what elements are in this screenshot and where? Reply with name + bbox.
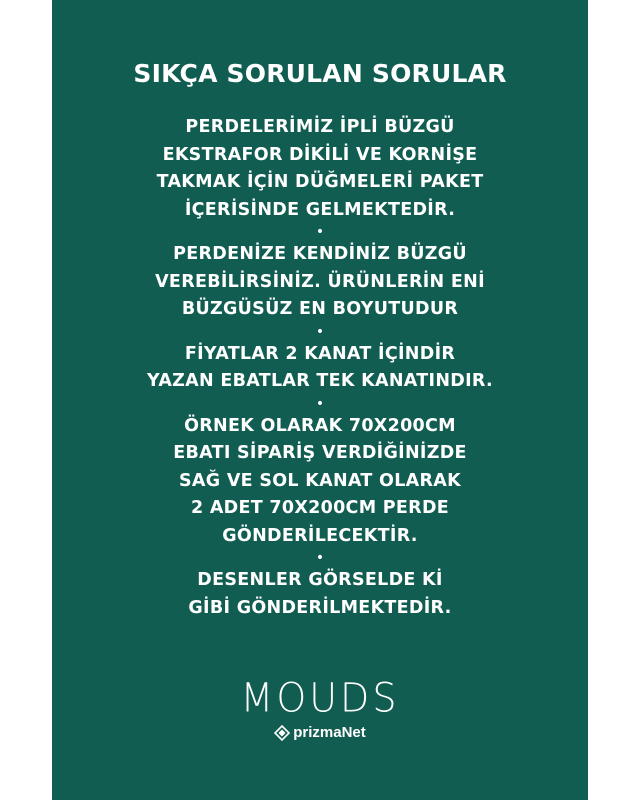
faq-line: ÖRNEK OLARAK 70X200CM — [184, 415, 456, 436]
faq-item-4 — [52, 413, 588, 551]
faq-line: VEREBİLİRSİNİZ. ÜRÜNLERİN ENİ — [155, 271, 485, 292]
faq-item-2 — [52, 241, 588, 324]
faq-line: SAĞ VE SOL KANAT OLARAK — [179, 470, 461, 491]
faq-line: PERDENİZE KENDİNİZ BÜZGÜ — [173, 244, 467, 264]
faq-panel — [52, 0, 588, 800]
faq-line: DESENLER GÖRSELDE Kİ — [197, 570, 443, 590]
faq-line: YAZAN EBATLAR TEK KANATINDIR. — [147, 371, 493, 391]
faq-line: TAKMAK İÇİN DÜĞMELERİ PAKET — [156, 172, 484, 192]
faq-line: EKSTRAFOR DİKİLİ VE KORNİŞE — [162, 144, 478, 165]
faq-line: GİBİ GÖNDERİLMEKTEDİR. — [188, 597, 452, 618]
bullet-separator: • — [315, 550, 325, 566]
faq-item-3 — [52, 341, 588, 396]
faq-item-5 — [52, 567, 588, 622]
faq-line: FİYATLAR 2 KANAT İÇİNDİR — [184, 343, 456, 364]
page-title: SIKÇA SORULAN SORULAR — [133, 59, 507, 88]
faq-line: GÖNDERİLECEKTİR. — [222, 525, 418, 546]
faq-line: PERDELERİMİZ İPLİ BÜZGÜ — [185, 117, 455, 137]
bullet-separator: • — [315, 224, 325, 240]
faq-line: BÜZGÜSÜZ EN BOYUTUDUR — [181, 299, 459, 319]
faq-line: EBATI SİPARİŞ VERDİĞİNİZDE — [173, 443, 467, 463]
faq-item-1 — [52, 114, 588, 224]
brand-logo — [52, 676, 588, 745]
faq-list — [52, 114, 588, 622]
prizmanet-brand — [274, 724, 366, 742]
faq-line: İÇERİSİNDE GELMEKTEDİR. — [184, 199, 456, 220]
bullet-separator: • — [315, 323, 325, 340]
faq-line: 2 ADET 70X200CM PERDE — [190, 498, 450, 518]
prizmanet-label: prizmaNet — [293, 724, 366, 741]
prizmanet-logo-icon — [274, 725, 290, 741]
bullet-separator: • — [315, 395, 325, 412]
mouds-wordmark: MOUDS — [240, 674, 400, 722]
